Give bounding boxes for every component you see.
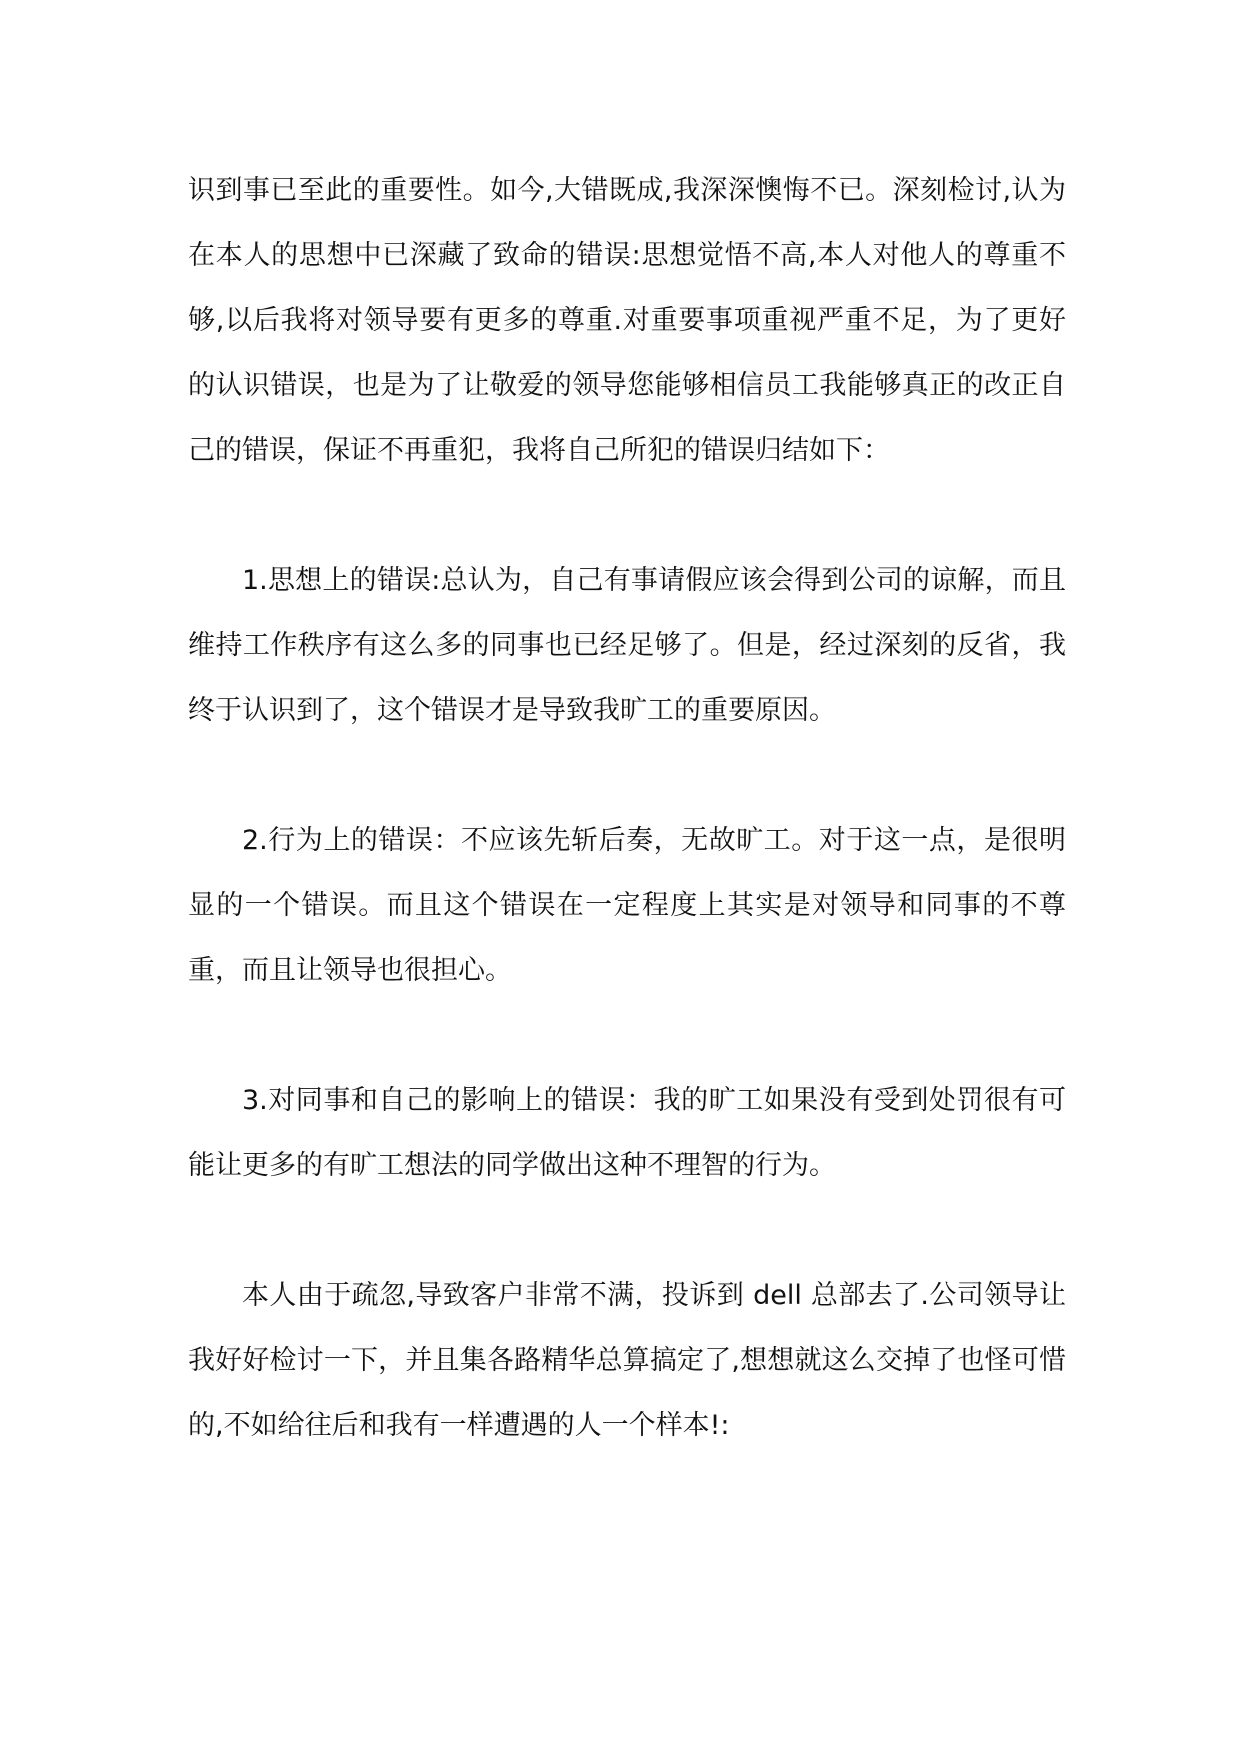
document-body (188, 158, 1066, 1458)
paragraph-intro: 识到事已至此的重要性。如今,大错既成,我深深懊悔不已。深刻检讨,认为在本人的思想中已深藏了致命的错误:思想觉悟不高,本人对他人的尊重不够,以后我将对领导要有更多的尊重.对重要事项重视严重不足，为了更好的认识错误，也是为了让敬爱的领导您能够相信员工我能够真正的改正自己的错误，保证不再重犯，我将自己所犯的错误归结如下： (188, 175, 1066, 466)
paragraph-item-2: 2.行为上的错误：不应该先斩后奏，无故旷工。对于这一点，是很明显的一个错误。而且这个错误在一定程度上其实是对领导和同事的不尊重，而且让领导也很担心。 (188, 825, 1066, 986)
paragraph-closing: 本人由于疏忽,导致客户非常不满，投诉到 dell 总部去了.公司领导让我好好检讨一下，并且集各路精华总算搞定了,想想就这么交掉了也怪可惜的,不如给往后和我有一样遭遇的人一个样本!: (188, 1280, 1066, 1441)
paragraph-item-1: 1.思想上的错误:总认为，自己有事请假应该会得到公司的谅解，而且维持工作秩序有这么多的同事也已经足够了。但是，经过深刻的反省，我终于认识到了，这个错误才是导致我旷工的重要原因。 (188, 565, 1066, 726)
paragraph-item-3: 3.对同事和自己的影响上的错误：我的旷工如果没有受到处罚很有可能让更多的有旷工想法的同学做出这种不理智的行为。 (188, 1085, 1066, 1181)
